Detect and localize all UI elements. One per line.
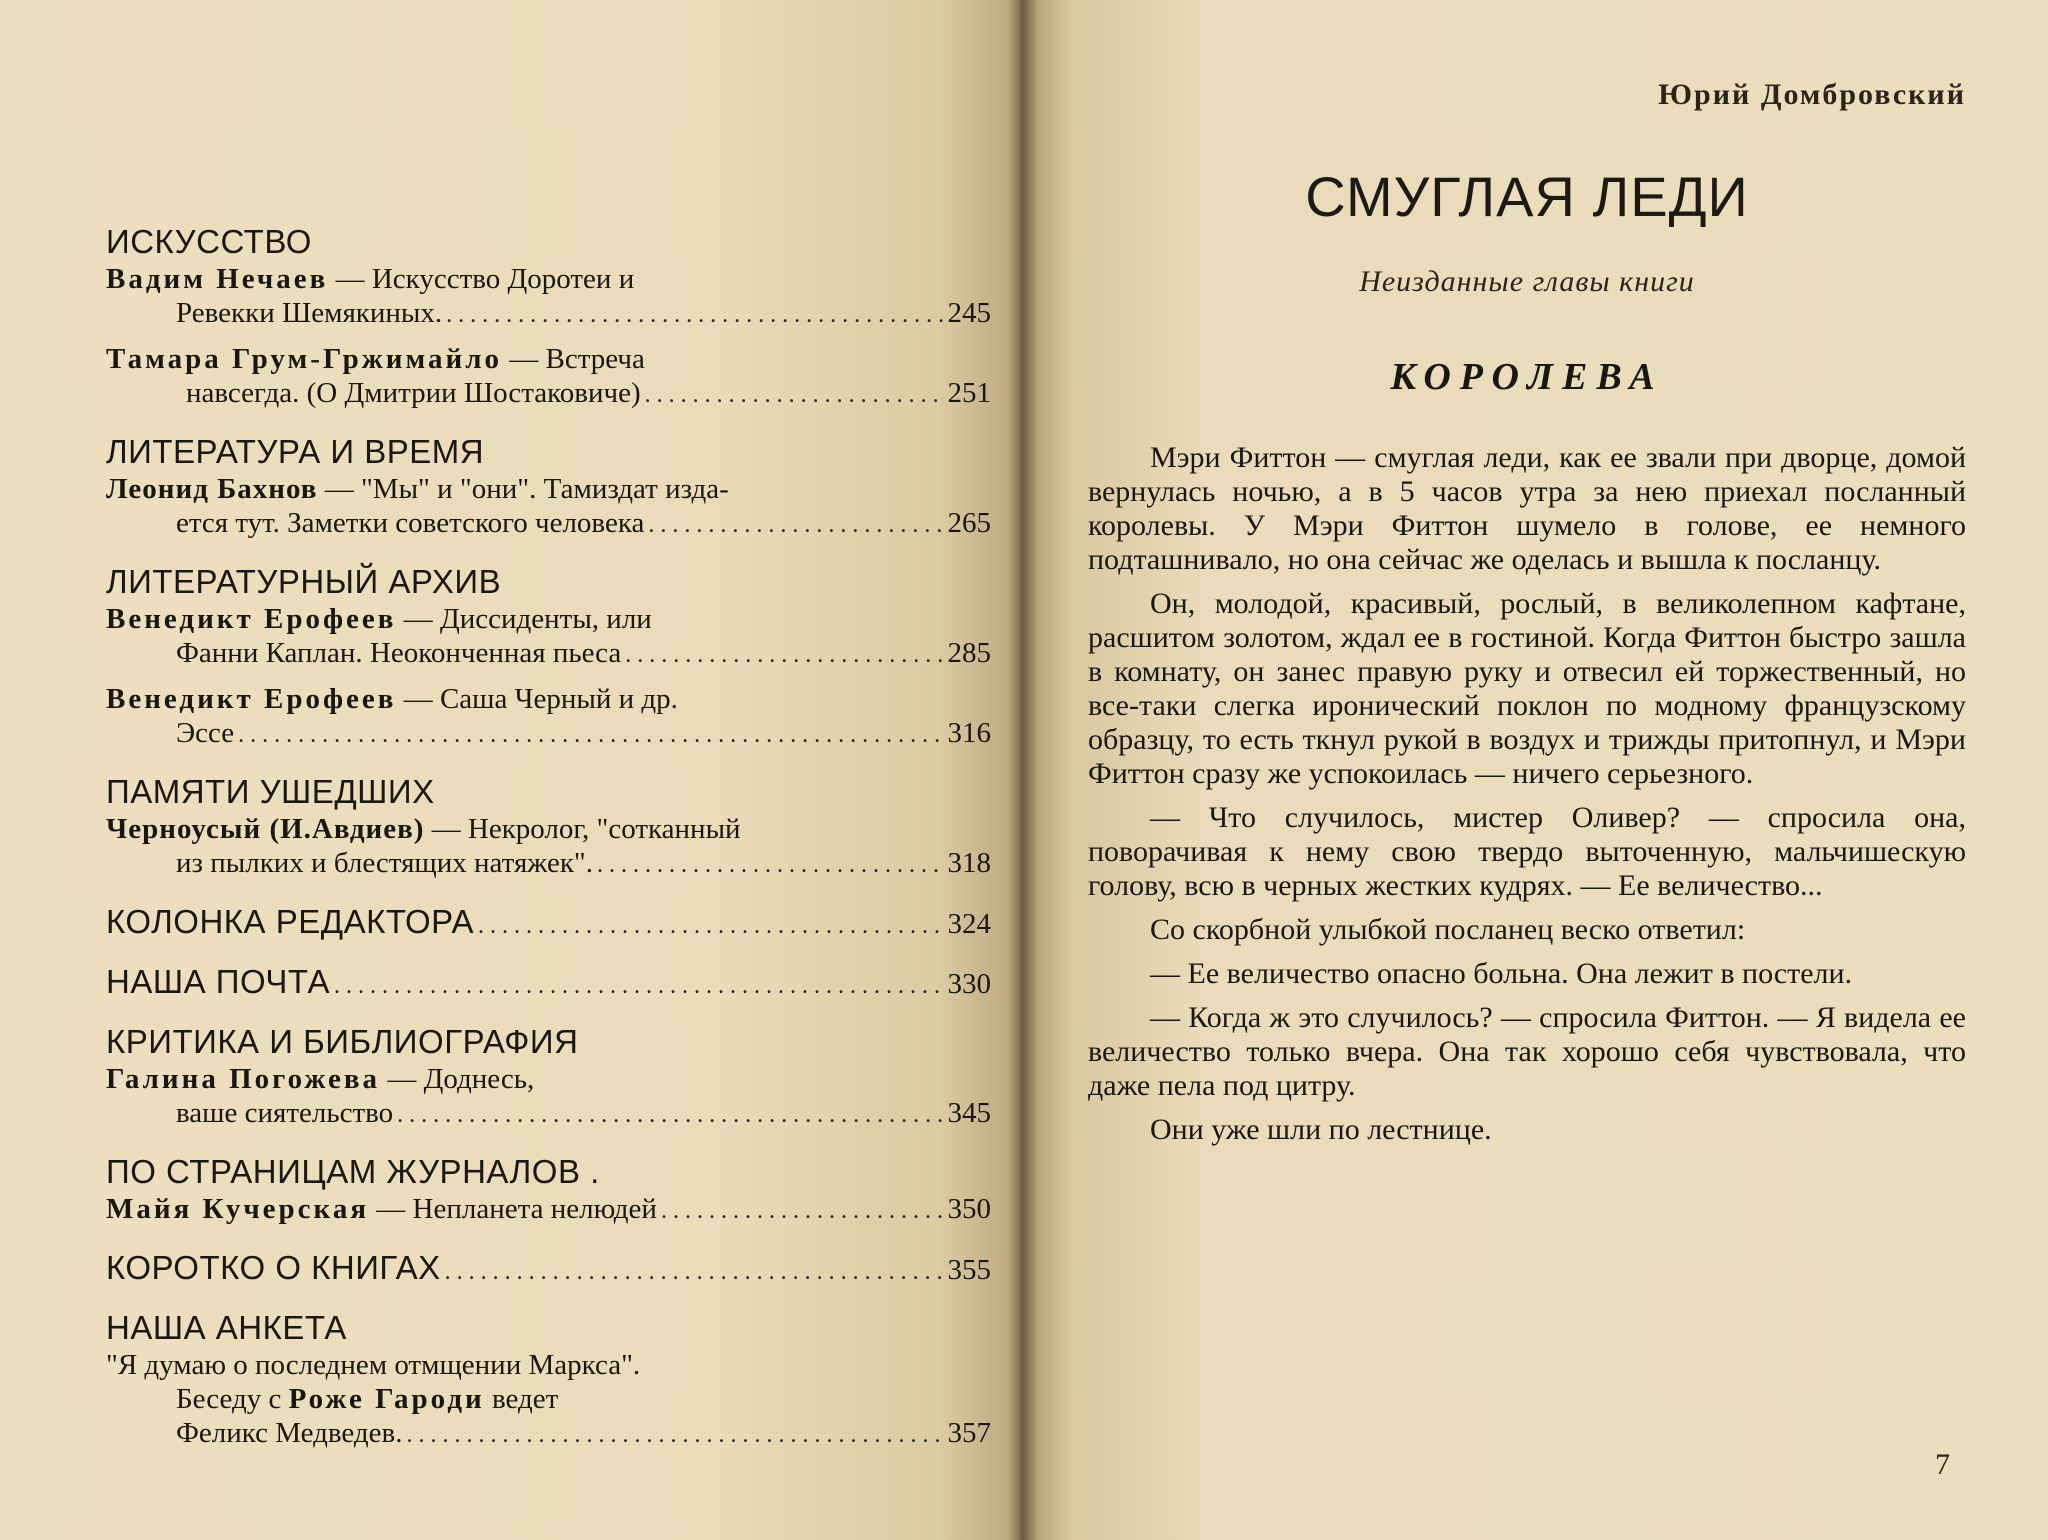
dot-leader <box>238 718 943 752</box>
chapter-title: КОРОЛЕВА <box>1390 356 1664 398</box>
entry-page: 265 <box>947 507 991 539</box>
article-author: Юрий Домбровский <box>1658 78 1966 111</box>
paragraph: Они уже шли по лестнице. <box>1150 1113 1492 1146</box>
toc-entry <box>106 1348 991 1452</box>
entry-title: — Доднесь, <box>387 1063 535 1095</box>
entry-title-cont: Фанни Каплан. Неоконченная пьеса <box>176 637 622 669</box>
section-page: 330 <box>947 968 991 1000</box>
entry-author: Венедикт Ерофеев <box>106 603 397 635</box>
table-of-contents <box>106 222 991 1452</box>
article-title: СМУГЛАЯ ЛЕДИ <box>1305 165 1749 228</box>
section-title: ИСКУССТВО <box>106 223 312 260</box>
entry-title: — Некролог, "сотканный <box>431 813 741 845</box>
section-title: НАША АНКЕТА <box>106 1309 347 1346</box>
dot-leader <box>397 1098 943 1132</box>
dot-leader <box>645 378 944 412</box>
dot-leader <box>446 298 943 332</box>
section-title: КРИТИКА И БИБЛИОГРАФИЯ <box>106 1023 579 1060</box>
article-subtitle: Неизданные главы книги <box>1359 265 1695 298</box>
entry-author: Черноусый (И.Авдиев) <box>106 813 425 845</box>
entry-title: — Саша Черный и др. <box>403 683 678 715</box>
section-title: ПАМЯТИ УШЕДШИХ <box>106 773 435 810</box>
section-title: ЛИТЕРАТУРНЫЙ АРХИВ <box>106 563 502 600</box>
section-page: 355 <box>947 1254 991 1286</box>
section-title: КОРОТКО О КНИГАХ <box>106 1249 441 1286</box>
entry-page: 285 <box>947 637 991 669</box>
paragraph: Мэри Фиттон — смуглая леди, как ее звали при дворце, домой вернулась ночью, а в 5 часов утра за нею приехал посланный королевы. У Мэри Фиттон шумело в голове, ее немного подташнивало, но она сейчас же оделась и вышла к посланцу. <box>1088 441 1966 576</box>
dot-leader <box>445 1259 944 1286</box>
toc-entry <box>106 262 991 332</box>
entry-page: 316 <box>947 717 991 749</box>
anketa-line-post: ведет <box>491 1383 559 1415</box>
paragraph: — Когда ж это случилось? — спросила Фиттон. — Я видела ее величество только вчера. Она так хорошо себя чувствовала, что даже пела под цитру. <box>1088 1001 1966 1102</box>
dot-leader <box>407 1418 944 1452</box>
entry-title-cont: ваше сиятельство <box>176 1097 394 1129</box>
article-body <box>1088 441 1966 1147</box>
section-title: НАША ПОЧТА <box>106 963 330 1000</box>
section-page: 324 <box>947 908 991 940</box>
left-page <box>0 0 1020 1540</box>
entry-title: — Диссиденты, или <box>403 603 652 635</box>
entry-page: 318 <box>947 847 991 879</box>
entry-title-cont: Эссе <box>176 717 235 749</box>
article <box>1088 78 1966 1157</box>
entry-page: 357 <box>947 1417 991 1449</box>
paragraph: — Что случилось, мистер Оливер? — спросила она, поворачивая к нему свою твердо выточенную, мальчишескую голову, всю в черных жестких кудрях. — Ее величество... <box>1088 801 1966 902</box>
paragraph: — Ее величество опасно больна. Она лежит в постели. <box>1150 957 1853 990</box>
entry-author: Тамара Грум-Гржимайло <box>106 343 502 375</box>
dot-leader <box>661 1194 944 1228</box>
entry-title-cont: из пылких и блестящих натяжек". <box>176 847 594 879</box>
entry-title: — Встреча <box>509 343 645 375</box>
dot-leader <box>597 848 943 882</box>
entry-page: 345 <box>947 1097 991 1129</box>
entry-page: 251 <box>947 377 991 409</box>
entry-page: 350 <box>947 1193 991 1225</box>
entry-author: Леонид Бахнов <box>106 473 318 505</box>
section-title: КОЛОНКА РЕДАКТОРА <box>106 903 474 940</box>
entry-author: Венедикт Ерофеев <box>106 683 397 715</box>
toc-entry <box>106 602 991 672</box>
paragraph: Со скорбной улыбкой посланец веско ответил: <box>1150 913 1746 946</box>
entry-author: Галина Погожева <box>106 1063 381 1095</box>
entry-title: — "Мы" и "они". Тамиздат изда- <box>324 473 729 505</box>
anketa-line-pre: Беседу с <box>176 1383 282 1415</box>
toc-section-line <box>106 962 991 1002</box>
entry-author: Вадим Нечаев <box>106 263 329 295</box>
entry-title-cont: Ревекки Шемякиных. <box>176 297 443 329</box>
toc-entry <box>106 682 991 752</box>
anketa-line: "Я думаю о последнем отмщении Маркса". <box>106 1349 641 1381</box>
toc-entry <box>106 342 991 412</box>
toc-entry <box>106 472 991 542</box>
dot-leader <box>648 508 943 542</box>
dot-leader <box>478 913 944 940</box>
section-title: ПО СТРАНИЦАМ ЖУРНАЛОВ . <box>106 1153 600 1190</box>
page-number: 7 <box>1935 1448 1950 1481</box>
entry-page: 245 <box>947 297 991 329</box>
anketa-interviewer: Феликс Медведев. <box>176 1417 403 1449</box>
entry-title: — Непланета нелюдей <box>376 1193 657 1225</box>
entry-title-cont: ется тут. Заметки советского человека <box>176 507 645 539</box>
section-title: ЛИТЕРАТУРА И ВРЕМЯ <box>106 433 485 470</box>
dot-leader <box>334 973 944 1000</box>
entry-author: Майя Кучерская <box>106 1193 370 1225</box>
toc-entry <box>106 812 991 882</box>
toc-entry <box>106 1192 991 1228</box>
toc-section-line <box>106 902 991 942</box>
paragraph: Он, молодой, красивый, рослый, в великолепном кафтане, расшитом золотом, ждал ее в гостиной. Когда Фиттон быстро зашла в комнату, он занес правую руку и отвесил ей торжественный, но все-таки слегка иронический поклон по модному французскому образцу, то есть ткнул рукой в воздух и трижды притопнул, и Мэри Фиттон сразу же успокоилась — ничего серьезного. <box>1088 587 1966 790</box>
toc-entry <box>106 1062 991 1132</box>
dot-leader <box>625 638 943 672</box>
anketa-guest: Роже Гароди <box>288 1383 485 1415</box>
toc-section-line <box>106 1248 991 1288</box>
entry-title: — Искусство Доротеи и <box>335 263 635 295</box>
book-gutter <box>1008 0 1038 1540</box>
entry-title-cont: навсегда. (О Дмитрии Шостаковиче) <box>186 377 641 409</box>
